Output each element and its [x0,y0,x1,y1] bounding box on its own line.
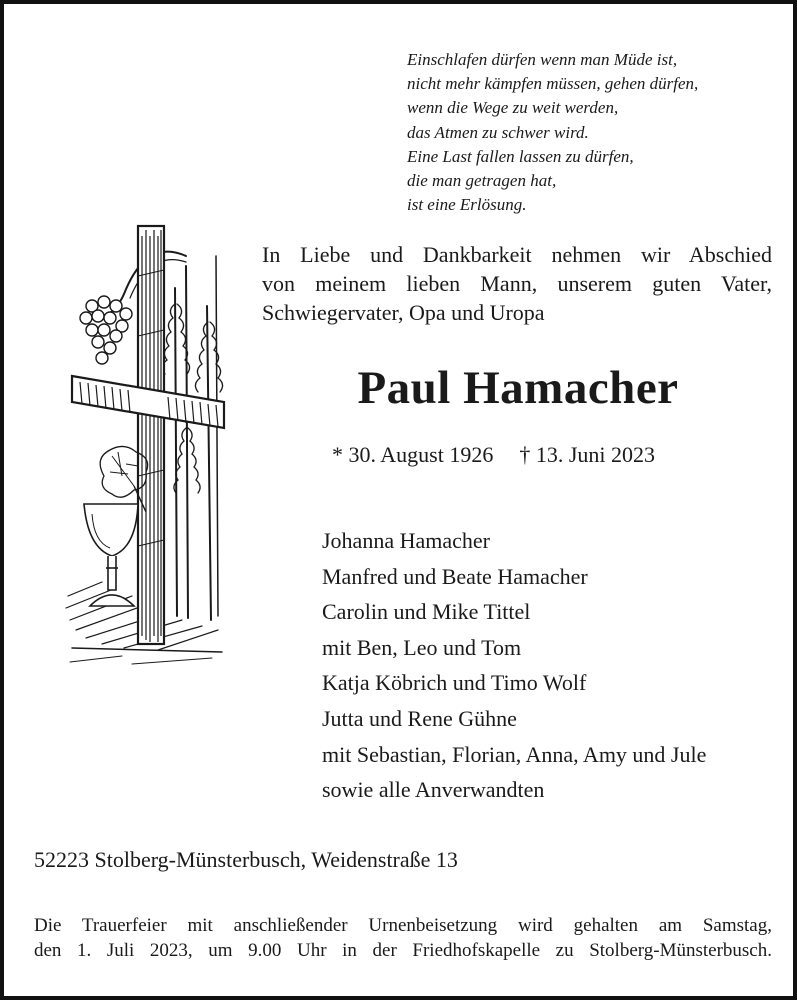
family-line: sowie alle Anverwandten [322,777,545,803]
death-date: † 13. Juni 2023 [519,442,656,467]
intro-text [262,240,772,327]
ceremony-line: den 1. Juli 2023, um 9.00 Uhr in der Friedhofskapelle zu Stolberg-Münsterbusch. [34,940,772,961]
poem [407,48,698,217]
intro-line: In Liebe und Dankbarkeit nehmen wir Abschied [262,242,772,267]
ceremony-line: Die Trauerfeier mit anschließender Urnenbeisetzung wird gehalten am Samstag, [34,915,772,936]
poem-line: Eine Last fallen lassen zu dürfen, [407,146,634,166]
family-line: mit Ben, Leo und Tom [322,634,522,660]
family-line: mit Sebastian, Florian, Anna, Amy und Jule [322,741,707,767]
intro-line: Schwiegervater, Opa und Uropa [262,300,545,325]
intro-line: von meinem lieben Mann, unserem guten Vater, [262,271,772,296]
life-dates [332,440,655,470]
poem-line: Einschlafen dürfen wenn man Müde ist, [407,50,678,69]
poem-line: nicht mehr kämpfen müssen, gehen dürfen, [407,74,699,94]
family-line: Manfred und Beate Hamacher [322,563,588,589]
poem-line: das Atmen zu schwer wird. [407,122,589,142]
address: 52223 Stolberg-Münsterbusch, Weidenstraße 13 [34,847,458,872]
ceremony-info [34,913,772,963]
birth-date: * 30. August 1926 [332,442,494,467]
family-line: Katja Köbrich und Timo Wolf [322,670,587,696]
cross-grapes-wheat-chalice-icon [62,216,228,678]
poem-line: die man getragen hat, [407,171,557,191]
family-list [322,523,706,808]
family-line: Carolin und Mike Tittel [322,599,531,625]
family-line: Jutta und Rene Gühne [322,705,517,731]
family-line: Johanna Hamacher [322,528,490,553]
deceased-name: Paul Hamacher [357,362,679,414]
poem-line: wenn die Wege zu weit werden, [407,98,619,118]
poem-line: ist eine Erlösung. [407,195,527,215]
